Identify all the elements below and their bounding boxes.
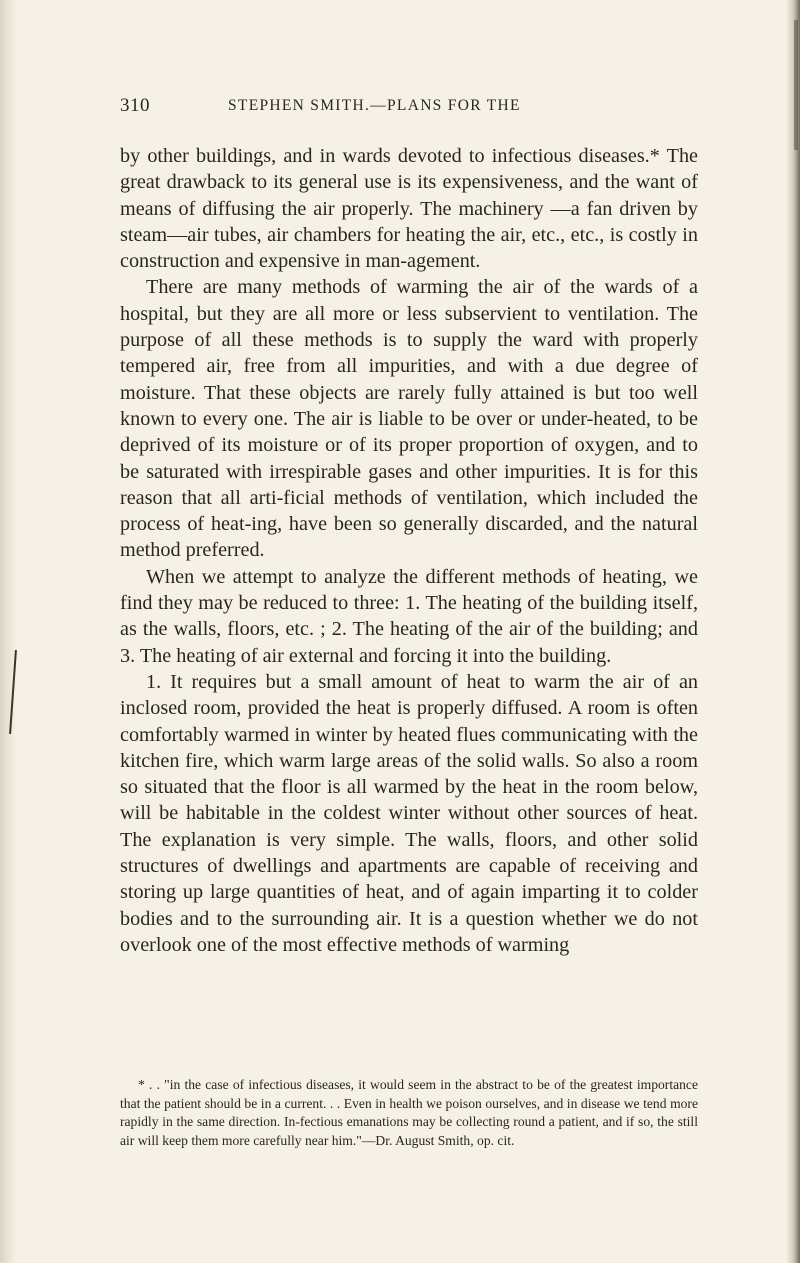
page-header [0,95,800,119]
gutter-shadow [0,0,16,1263]
body-text [120,143,698,958]
page-number: 310 [120,95,150,116]
paragraph: by other buildings, and in wards devoted to infectious diseases.* The great drawback to its general use is its expensiveness, and the want of means of diffusing the air properly. The machinery —a fan driven by steam—air tubes, air chambers for heating the air, etc., etc., is costly in construction and expensive in man-agement. [120,145,698,273]
footnote [120,1076,698,1150]
paragraph: 1. It requires but a small amount of heat to warm the air of an inclosed room, provided the heat is properly diffused. A room is often comfortably warmed in winter by heated flues communicating with the kitchen fire, which warm large areas of the solid walls. So also a room so situated that the floor is all warmed by the heat in the room below, will be habitable in the coldest winter without other sources of heat. The explanation is very simple. The walls, floors, and other solid structures of dwellings and apartments are capable of receiving and storing up large quantities of heat, and of again imparting it to colder bodies and to the surrounding air. It is a question whether we do not overlook one of the most effective methods of warming [120,670,698,956]
paragraph: When we attempt to analyze the different methods of heating, we find they may be reduced to three: 1. The heating of the building itself, as the walls, floors, etc. ; 2. The heating of the air of the building; and 3. The heating of air external and forcing it into the building. [120,565,698,667]
footnote-text: * . . "in the case of infectious diseases, it would seem in the abstract to be of the greatest importance that the patient should be in a current. . . Even in health we poison ourselves, and in disease we tend more rapidly in the same direction. In-fectious emanations may be collecting round a patient, and if so, the still air will keep them more carefully near him."—Dr. August Smith, op. cit. [120,1077,698,1148]
page-edge-shadow [786,0,800,1263]
paragraph: There are many methods of warming the air of the wards of a hospital, but they are all more or less subservient to ventilation. The purpose of all these methods is to supply the ward with properly tempered air, free from all impurities, and with a due degree of moisture. That these objects are rarely fully attained is but too well known to every one. The air is liable to be over or under-heated, to be deprived of its moisture or of its proper proportion of oxygen, and to be saturated with irrespirable gases and other impurities. It is for this reason that all arti-ficial methods of ventilation, which included the process of heat-ing, have been so generally discarded, and the natural method preferred. [120,276,698,562]
running-head: STEPHEN SMITH.—PLANS FOR THE [228,97,521,114]
